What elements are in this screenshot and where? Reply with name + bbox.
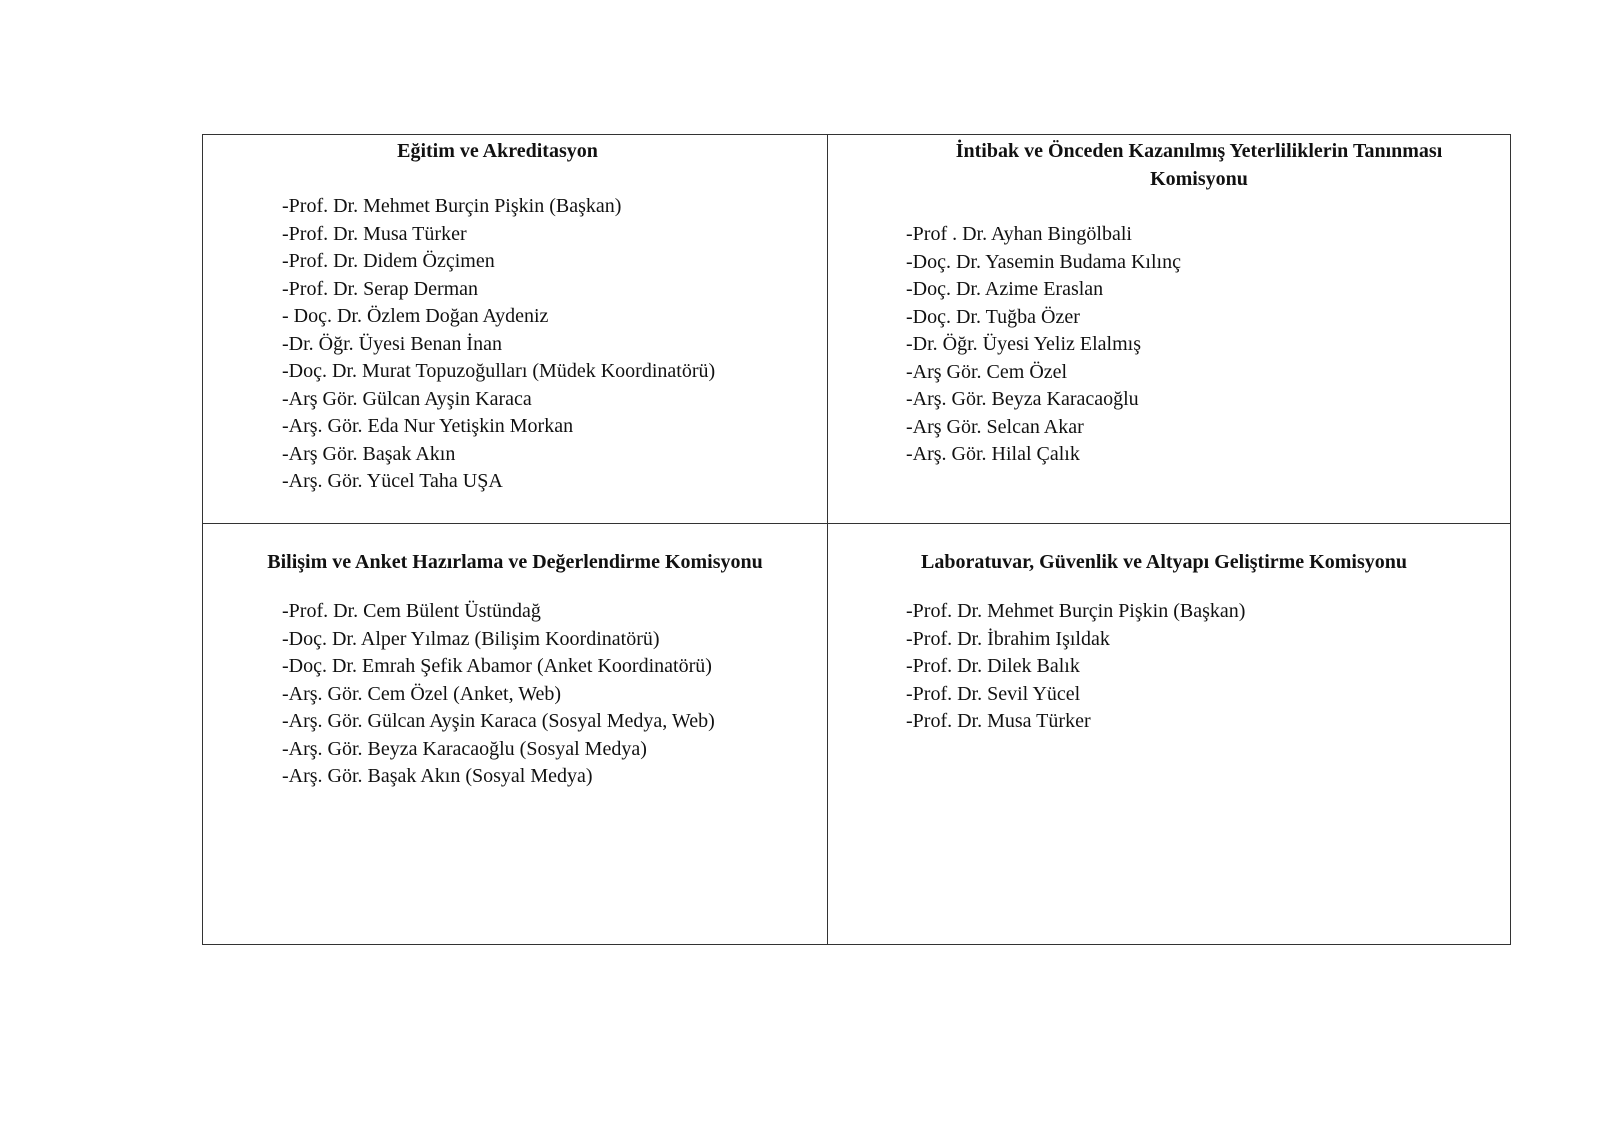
- member-item: -Doç. Dr. Murat Topuzoğulları (Müdek Koordinatörü): [282, 360, 716, 382]
- committees-table: [202, 134, 1511, 945]
- member-item: -Prof. Dr. Musa Türker: [282, 222, 467, 245]
- member-item: -Arş. Gör. Cem Özel (Anket, Web): [282, 682, 562, 705]
- member-item: -Arş Gör. Gülcan Ayşin Karaca: [282, 387, 532, 410]
- member-item: -Arş. Gör. Beyza Karacaoğlu (Sosyal Medya): [282, 737, 647, 760]
- table-row: [203, 524, 1511, 945]
- member-item: -Arş. Gör. Hilal Çalık: [906, 443, 1080, 465]
- member-item: -Prof. Dr. Sevil Yücel: [906, 682, 1081, 705]
- member-item: -Arş Gör. Başak Akın: [282, 442, 456, 465]
- committee-cell-recognition: [828, 135, 1511, 524]
- member-item: -Prof. Dr. Dilek Balık: [906, 655, 1080, 677]
- member-item: -Doç. Dr. Alper Yılmaz (Bilişim Koordinatörü): [282, 627, 660, 650]
- member-item: -Arş Gör. Cem Özel: [906, 360, 1068, 383]
- table-row: [203, 135, 1511, 524]
- member-item: -Prof. Dr. Mehmet Burçin Pişkin (Başkan): [282, 195, 622, 217]
- committee-title: İntibak ve Önceden Kazanılmış Yeterliliklerin Tanınması Komisyonu: [955, 140, 1443, 190]
- member-item: -Prof. Dr. Musa Türker: [906, 710, 1091, 732]
- committee-cell-training-accreditation: [203, 135, 828, 524]
- member-item: -Doç. Dr. Yasemin Budama Kılınç: [906, 250, 1181, 273]
- member-item: -Prof. Dr. Serap Derman: [282, 277, 479, 300]
- member-item: -Arş. Gör. Beyza Karacaoğlu: [906, 388, 1139, 410]
- member-item: -Dr. Öğr. Üyesi Benan İnan: [282, 332, 502, 355]
- member-item: -Doç. Dr. Azime Eraslan: [906, 278, 1104, 300]
- committee-cell-laboratory-safety: [828, 524, 1511, 945]
- member-list: [203, 193, 827, 496]
- committee-title: Bilişim ve Anket Hazırlama ve Değerlendirme Komisyonu: [267, 551, 763, 573]
- member-item: -Doç. Dr. Tuğba Özer: [906, 305, 1080, 328]
- member-item: - Doç. Dr. Özlem Doğan Aydeniz: [282, 305, 549, 327]
- committee-title: Eğitim ve Akreditasyon: [397, 140, 598, 162]
- member-item: -Dr. Öğr. Üyesi Yeliz Elalmış: [906, 333, 1141, 355]
- committee-cell-informatics-survey: [203, 524, 828, 945]
- member-list: [203, 598, 827, 791]
- member-item: -Doç. Dr. Emrah Şefik Abamor (Anket Koordinatörü): [282, 655, 712, 677]
- member-item: -Prof. Dr. İbrahim Işıldak: [906, 627, 1110, 650]
- member-list: [828, 598, 1510, 736]
- member-item: -Arş Gör. Selcan Akar: [906, 415, 1084, 438]
- member-item: -Prof. Dr. Didem Özçimen: [282, 250, 495, 272]
- committee-title: Laboratuvar, Güvenlik ve Altyapı Geliştirme Komisyonu: [921, 551, 1407, 573]
- member-item: -Prof . Dr. Ayhan Bingölbali: [906, 223, 1132, 245]
- member-item: -Arş. Gör. Başak Akın (Sosyal Medya): [282, 765, 593, 787]
- member-item: -Arş. Gör. Gülcan Ayşin Karaca (Sosyal Medya, Web): [282, 710, 715, 732]
- member-item: -Prof. Dr. Cem Bülent Üstündağ: [282, 600, 541, 622]
- member-list: [828, 221, 1510, 469]
- member-item: -Arş. Gör. Yücel Taha UŞA: [282, 470, 503, 492]
- member-item: -Prof. Dr. Mehmet Burçin Pişkin (Başkan): [906, 600, 1246, 622]
- member-item: -Arş. Gör. Eda Nur Yetişkin Morkan: [282, 415, 574, 437]
